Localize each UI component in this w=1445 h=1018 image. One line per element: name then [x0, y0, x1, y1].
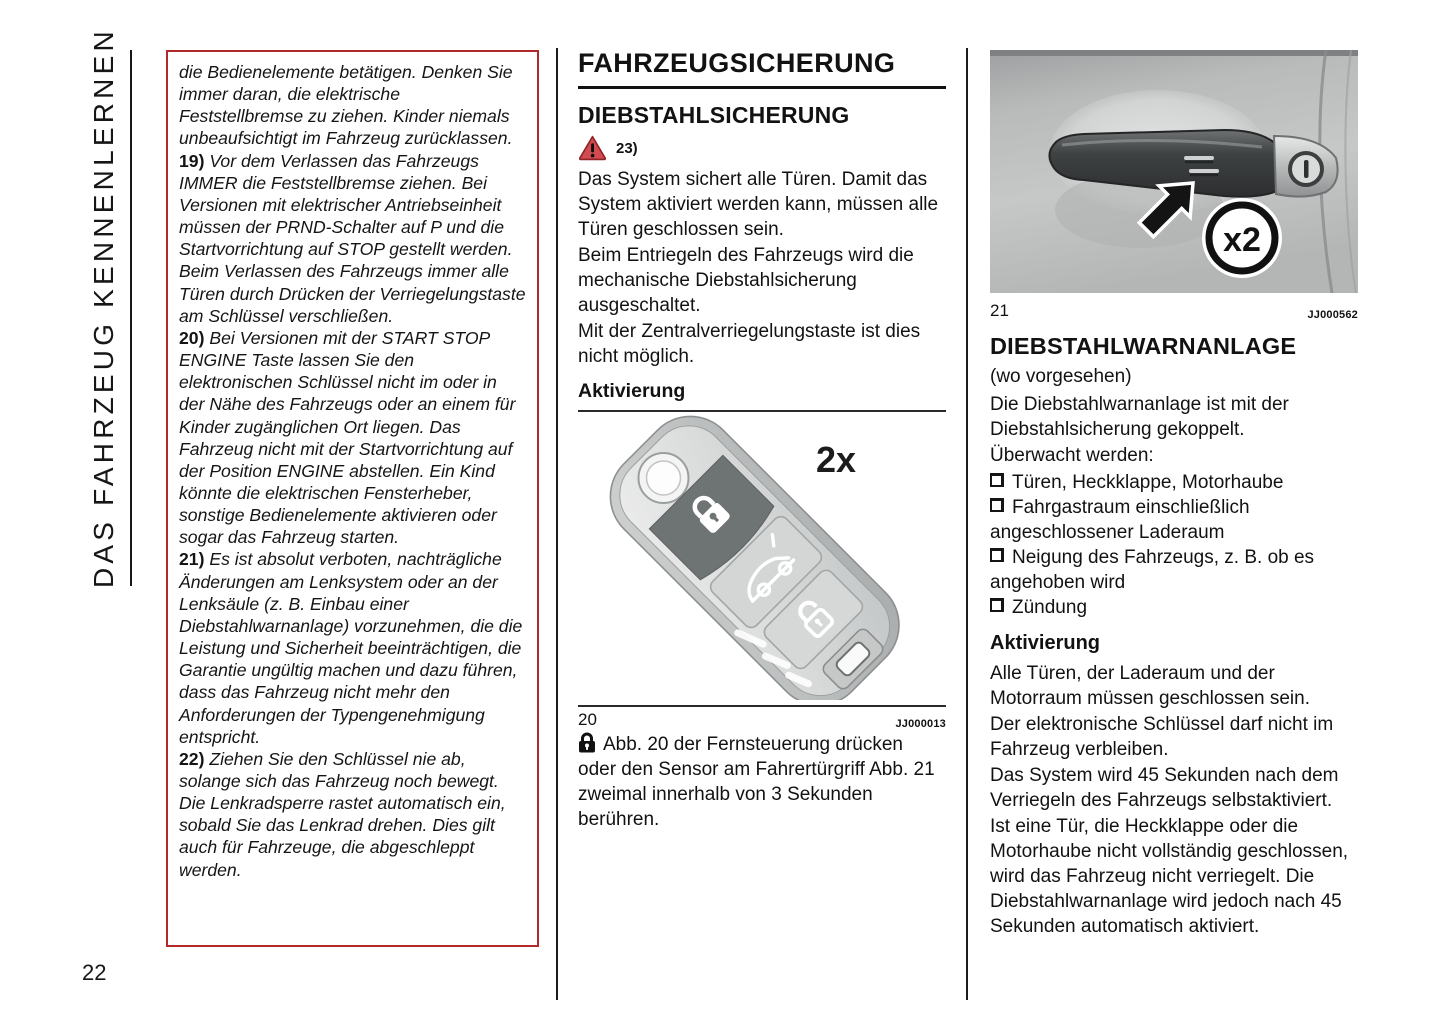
chapter-sidebar-title: DAS FAHRZEUG KENNENLERNEN — [88, 27, 119, 588]
figure-annotation-x2: x2 — [1223, 221, 1261, 259]
subheading-aktivierung: Aktivierung — [990, 632, 1101, 654]
instruction-paragraph: Abb. 20 der Fernsteuerung drücken oder den Sensor am Fahrertürgriff Abb. 21 zweimal innerhalb von 3 Sekunden berühren. — [578, 734, 935, 830]
warning-notes-box — [166, 50, 539, 947]
warning-paragraph: 19) Vor dem Verlassen das Fahrzeugs IMMER die Feststellbremse ziehen. Bei Versionen mit elektrischer Antriebseinheit müssen der PRND-Schalter auf P und die Startvorrichtung auf STOP gestellt werden. Beim Verlassen des Fahrzeugs immer alle Türen durch Drücken der Verriegelungstaste am Schlüssel verschließen. — [179, 150, 526, 326]
list-item: Fahrgastraum einschließlich angeschlossener Laderaum — [990, 497, 1250, 543]
monitored-items-list — [990, 470, 1358, 620]
square-bullet-icon — [990, 548, 1004, 562]
sidebar-rule — [130, 50, 132, 586]
square-bullet-icon — [990, 473, 1004, 487]
right-column — [990, 50, 1358, 940]
page-title: FAHRZEUGSICHERUNG — [578, 48, 946, 89]
body-paragraph: Das System wird 45 Sekunden nach dem Verriegeln des Fahrzeugs selbstaktiviert. — [990, 765, 1339, 811]
warning-paragraph: die Bedienelemente betätigen. Denken Sie immer daran, die elektrische Feststellbremse zu ziehen. Kinder niemals unbeaufsichtigt im Fahrzeug zurücklassen. — [179, 62, 513, 149]
door-handle-photo — [990, 50, 1358, 293]
figure-annotation-2x: 2x — [816, 439, 857, 480]
figure-key-fob — [578, 410, 946, 707]
main-column — [578, 48, 946, 851]
body-paragraph: Alle Türen, der Laderaum und der Motorraum müssen geschlossen sein. — [990, 663, 1310, 709]
column-divider — [556, 48, 558, 1000]
figure-number: 21 — [990, 301, 1009, 320]
figure-caption — [578, 710, 946, 730]
padlock-icon — [578, 732, 596, 753]
square-bullet-icon — [990, 598, 1004, 612]
body-paragraph: Das System sichert alle Türen. Damit das System aktiviert werden kann, müssen alle Türen geschlossen sein. — [578, 169, 939, 240]
body-paragraph: Beim Entriegeln des Fahrzeugs wird die mechanische Diebstahlsicherung ausgeschaltet. — [578, 245, 914, 316]
key-fob-illustration — [578, 412, 946, 700]
warning-paragraph: 20) Bei Versionen mit der START STOP ENGINE Taste lassen Sie den elektronischen Schlüssel nicht im oder in der Nähe des Fahrzeugs oder an einem für Kinder zugänglichen Ort liegen. Das Fahrzeug nicht mit der Startvorrichtung auf der Position ENGINE abstellen. Ein Kind könnte die elektrischen Fensterheber, sonstige Bedienelemente aktivieren oder sogar das Fahrzeug starten. — [179, 327, 516, 548]
body-paragraph: Mit der Zentralverriegelungstaste ist dies nicht möglich. — [578, 321, 921, 367]
figure-number: 20 — [578, 710, 597, 729]
figure-code: JJ000013 — [895, 718, 946, 730]
warning-reference — [578, 135, 946, 161]
square-bullet-icon — [990, 498, 1004, 512]
warning-icon — [578, 135, 607, 161]
column-divider — [966, 48, 968, 1000]
figure-door-handle — [990, 50, 1358, 298]
warning-note-number: 23) — [616, 139, 638, 157]
list-item: Neigung des Fahrzeugs, z. B. ob es angehoben wird — [990, 547, 1315, 593]
subheading-aktivierung: Aktivierung — [578, 380, 686, 402]
section-heading-diebstahlsicherung: DIEBSTAHLSICHERUNG — [578, 102, 850, 128]
body-paragraph: Ist eine Tür, die Heckklappe oder die Motorhaube nicht vollständig geschlossen, wird das Fahrzeug nicht verriegelt. Die Diebstahlwarnanlage wird jedoch nach 45 Sekunden automatisch aktiviert. — [990, 816, 1349, 937]
body-paragraph: Die Diebstahlwarnanlage ist mit der Diebstahlsicherung gekoppelt. — [990, 394, 1289, 440]
warning-paragraph: 21) Es ist absolut verboten, nachträgliche Änderungen am Lenksystem oder an der Lenksäule (z. B. Einbau einer Diebstahlwarnanlage) vorzunehmen, die die Leistung und Sicherheit beeinträchtigen, die Garantie ungültig machen und dazu führen, dass das Fahrzeug nicht mehr den Anforderungen der Typengenehmigung entspricht. — [179, 549, 523, 747]
section-heading-diebstahlwarnanlage: DIEBSTAHLWARNANLAGE — [990, 333, 1297, 359]
page-number: 22 — [82, 960, 107, 985]
figure-code: JJ000562 — [1307, 309, 1358, 321]
list-item: Zündung — [990, 595, 1358, 620]
list-item: Türen, Heckklappe, Motorhaube — [990, 470, 1358, 495]
body-paragraph: Der elektronische Schlüssel darf nicht im Fahrzeug verbleiben. — [990, 714, 1334, 760]
figure-caption — [990, 301, 1358, 321]
availability-note: (wo vorgesehen) — [990, 366, 1132, 387]
x2-badge — [1202, 198, 1282, 278]
body-paragraph: Überwacht werden: — [990, 445, 1154, 466]
warning-paragraph: 22) Ziehen Sie den Schlüssel nie ab, solange sich das Fahrzeug noch bewegt. Die Lenkradsperre rastet automatisch ein, sobald Sie das Lenkrad drehen. Dies gilt auch für Fahrzeuge, die abgeschleppt werden. — [179, 748, 506, 880]
